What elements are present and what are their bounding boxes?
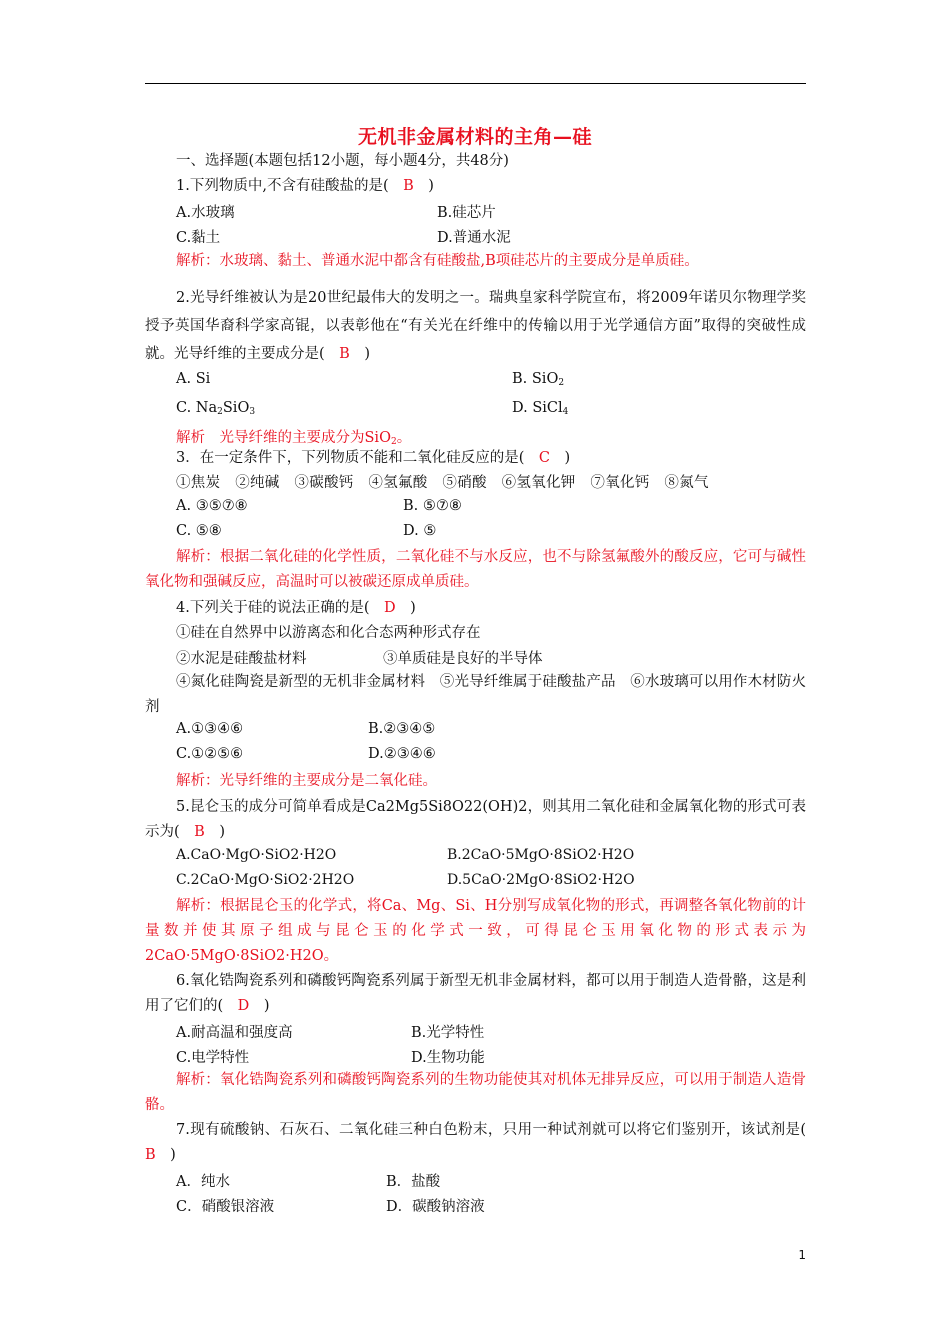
q4-stem: 4.下列关于硅的说法正确的是( D ) [176,600,416,616]
q4-option-c: C.①②⑤⑥ [176,746,244,762]
q1-answer: B [403,178,414,194]
q3-answer: C [538,450,550,466]
q7-option-b: B．盐酸 [386,1174,441,1190]
q5-analysis: 解析：根据昆仑玉的化学式，将Ca、Mg、Si、H分别写成氧化物的形式，再调整各氧化物前的计量数并使其原子组成与昆仑玉的化学式一致，可得昆仑玉用氧化物的形式表示为2CaO·5MgO·8SiO2·H2O。 [145,898,806,964]
q2-option-a: A. Si [176,371,211,387]
q6-option-a: A.耐高温和强度高 [176,1025,293,1041]
q1-option-d: D.普通水泥 [437,230,511,246]
q3-stem: 3．在一定条件下，下列物质不能和二氧化硅反应的是( C ) [176,450,571,466]
q4-option-b: B.②③④⑤ [368,721,436,737]
q2-stem: 2.光导纤维被认为是20世纪最伟大的发明之一。瑞典皇家科学院宣布，将2009年诺贝尔物理学奖授予英国华裔科学家高锟，以表彰他在“有关光在纤维中的传输以用于光学通信方面”取得的突破性成就。光导纤维的主要成分是( B ) [145,290,806,362]
q3-analysis: 解析：根据二氧化硅的化学性质，二氧化硅不与水反应，也不与除氢氟酸外的酸反应，它可与碱性氧化物和强碱反应，高温时可以被碳还原成单质硅。 [145,549,806,590]
q1-stem: 1.下列物质中,不含有硅酸盐的是( B ) [176,178,434,194]
q7-option-d: D．碳酸钠溶液 [386,1199,485,1215]
q1-option-b: B.硅芯片 [437,205,496,221]
q7-stem: 7.现有硫酸钠、石灰石、二氧化硅三种白色粉末，只用一种试剂就可以将它们鉴别开，该试剂是( B ) [145,1122,806,1163]
q4-option-a: A.①③④⑥ [176,721,244,737]
q5-option-c: C.2CaO·MgO·SiO2·2H2O [176,872,355,888]
q5-option-a: A.CaO·MgO·SiO2·H2O [176,847,337,863]
q2-analysis: 解析 光导纤维的主要成分为SiO$_2$。 [176,430,412,447]
q6-answer: D [237,998,250,1014]
q2-option-d: D. SiCl$_4$ [512,400,569,417]
q4-statement-1: ①硅在自然界中以游离态和化合态两种形式存在 [176,625,481,641]
q4-statement-3: ③单质硅是良好的半导体 [383,651,543,667]
q6-option-d: D.生物功能 [411,1050,485,1066]
header-rule [145,83,806,84]
q7-option-c: C．硝酸银溶液 [176,1199,275,1215]
q4-statement-2: ②水泥是硅酸盐材料 [176,651,307,667]
q3-option-a: A. ③⑤⑦⑧ [176,498,248,514]
q6-analysis: 解析：氧化锆陶瓷系列和磷酸钙陶瓷系列的生物功能使其对机体无排异反应，可以用于制造人造骨骼。 [145,1072,806,1113]
q3-option-c: C. ⑤⑧ [176,523,222,539]
q1-option-a: A.水玻璃 [176,205,235,221]
q6-stem: 6.氧化锆陶瓷系列和磷酸钙陶瓷系列属于新型无机非金属材料，都可以用于制造人造骨骼，这是利用了它们的( D ) [145,973,806,1014]
q4-answer: D [384,600,396,616]
q5-option-b: B.2CaO·5MgO·8SiO2·H2O [447,847,635,863]
q2-option-c: C. $Na_2SiO_3$ [176,400,256,417]
q3-items: ①焦炭 ②纯碱 ③碳酸钙 ④氢氟酸 ⑤硝酸 ⑥氢氧化钾 ⑦氧化钙 ⑧氮气 [176,475,709,491]
q4-option-d: D.②③④⑥ [368,746,436,762]
q1-option-c: C.黏土 [176,230,221,246]
q5-answer: B [194,824,205,840]
q4-statement-4: ④氮化硅陶瓷是新型的无机非金属材料 ⑤光导纤维属于硅酸盐产品 ⑥水玻璃可以用作木材防火剂 [145,674,806,715]
q5-stem: 5.昆仑玉的成分可简单看成是Ca2Mg5Si8O22(OH)2，则其用二氧化硅和金属氧化物的形式可表示为( B ) [145,799,806,840]
q6-option-c: C.电学特性 [176,1050,250,1066]
page-number: 1 [798,1248,806,1262]
page-title: 无机非金属材料的主角—硅 [357,126,592,148]
q2-answer: B [339,346,350,362]
q3-option-d: D. ⑤ [403,523,437,539]
q1-analysis: 解析：水玻璃、黏土、普通水泥中都含有硅酸盐,B项硅芯片的主要成分是单质硅。 [176,253,699,269]
q4-analysis: 解析：光导纤维的主要成分是二氧化硅。 [176,773,437,789]
q6-option-b: B.光学特性 [411,1025,485,1041]
q2-option-b: B. SiO$_2$ [512,371,565,388]
q7-answer: B [145,1147,156,1163]
q3-option-b: B. ⑤⑦⑧ [403,498,462,514]
section-heading: 一、选择题(本题包括12小题，每小题4分，共48分) [176,153,509,169]
q5-option-d: D.5CaO·2MgO·8SiO2·H2O [447,872,635,888]
q7-option-a: A．纯水 [176,1174,230,1190]
